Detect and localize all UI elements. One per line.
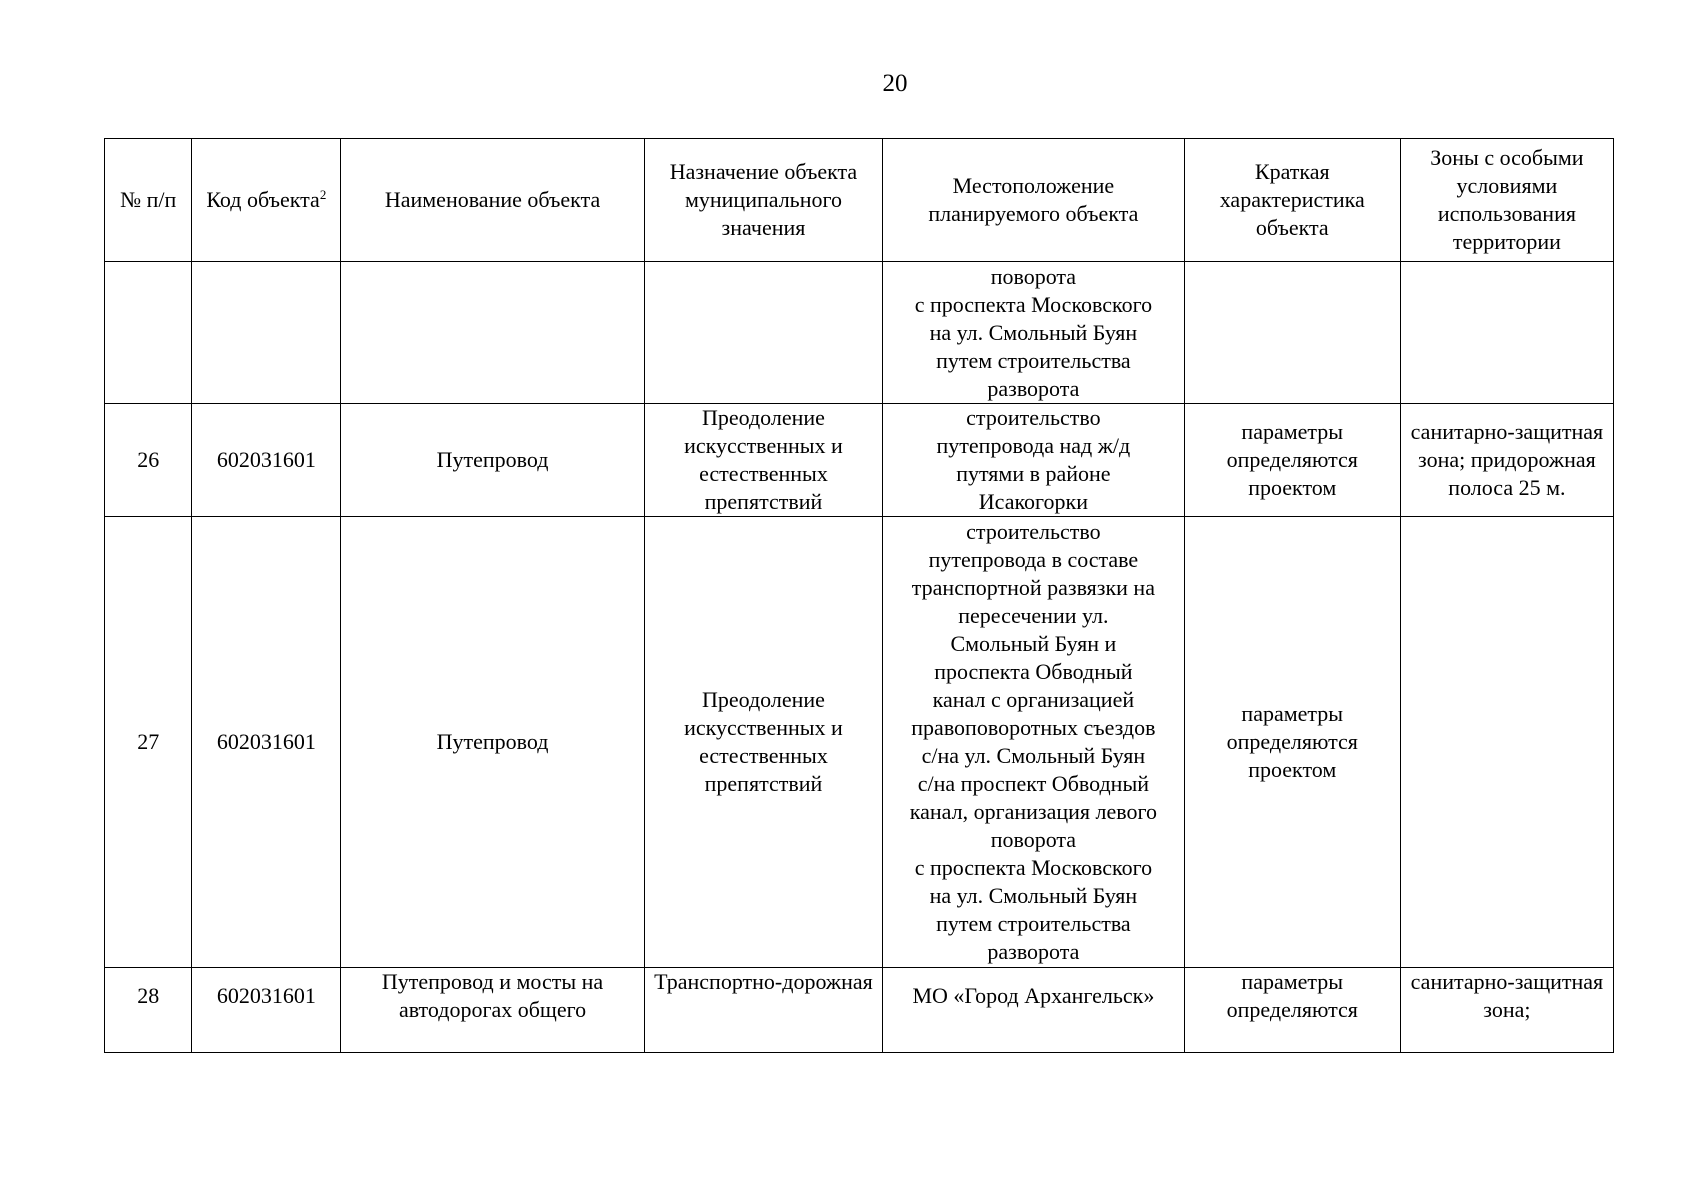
cell-code xyxy=(192,262,341,404)
table-row xyxy=(105,517,1614,968)
cell-characteristics: параметры определяются проектом xyxy=(1184,517,1400,968)
cell-purpose: Транспортно-дорожная xyxy=(644,968,882,1053)
footnote-marker: 2 xyxy=(319,187,327,202)
table-row xyxy=(105,404,1614,517)
cell-zones: санитарно-защитная зона; придорожная полоса 25 м. xyxy=(1400,404,1613,517)
header-location: Местоположение планируемого объекта xyxy=(883,139,1185,262)
objects-table xyxy=(104,138,1614,1053)
cell-name xyxy=(341,262,645,404)
cell-code: 602031601 xyxy=(192,517,341,968)
header-characteristics: Краткая характеристика объекта xyxy=(1184,139,1400,262)
cell-name: Путепровод и мосты на автодорогах общего xyxy=(341,968,645,1053)
table-row xyxy=(105,968,1614,1053)
cell-purpose xyxy=(644,262,882,404)
header-purpose: Назначение объекта муниципального значения xyxy=(644,139,882,262)
cell-zones: санитарно-защитная зона; xyxy=(1400,968,1613,1053)
cell-purpose: Преодоление искусственных и естественных препятствий xyxy=(644,517,882,968)
table-row xyxy=(105,262,1614,404)
cell-num: 27 xyxy=(105,517,192,968)
header-name: Наименование объекта xyxy=(341,139,645,262)
cell-num xyxy=(105,262,192,404)
cell-purpose: Преодоление искусственных и естественных препятствий xyxy=(644,404,882,517)
header-code xyxy=(192,139,341,262)
cell-zones xyxy=(1400,262,1613,404)
cell-zones xyxy=(1400,517,1613,968)
cell-location: строительство путепровода в составе транспортной развязки на пересечении ул. Смольный Буян и проспекта Обводный канал с организацией правоповоротных съездов с/на ул. Смольный Буян с/на проспект Обводный канал, организация левого поворота с проспекта Московского на ул. Смольный Буян путем строительства разворота xyxy=(883,517,1185,968)
header-num: № п/п xyxy=(105,139,192,262)
cell-characteristics xyxy=(1184,262,1400,404)
cell-code: 602031601 xyxy=(192,968,341,1053)
header-code-label: Код объекта xyxy=(206,187,320,212)
cell-location: поворота с проспекта Московского на ул. Смольный Буян путем строительства разворота xyxy=(883,262,1185,404)
cell-name: Путепровод xyxy=(341,517,645,968)
cell-code: 602031601 xyxy=(192,404,341,517)
header-zones: Зоны с особыми условиями использования территории xyxy=(1400,139,1613,262)
cell-location: МО «Город Архангельск» xyxy=(883,968,1185,1053)
table-header-row xyxy=(105,139,1614,262)
cell-num: 28 xyxy=(105,968,192,1053)
cell-name: Путепровод xyxy=(341,404,645,517)
cell-characteristics: параметры определяются проектом xyxy=(1184,404,1400,517)
cell-characteristics: параметры определяются xyxy=(1184,968,1400,1053)
cell-location: строительство путепровода над ж/д путями в районе Исакогорки xyxy=(883,404,1185,517)
cell-num: 26 xyxy=(105,404,192,517)
page-number: 20 xyxy=(882,70,908,97)
